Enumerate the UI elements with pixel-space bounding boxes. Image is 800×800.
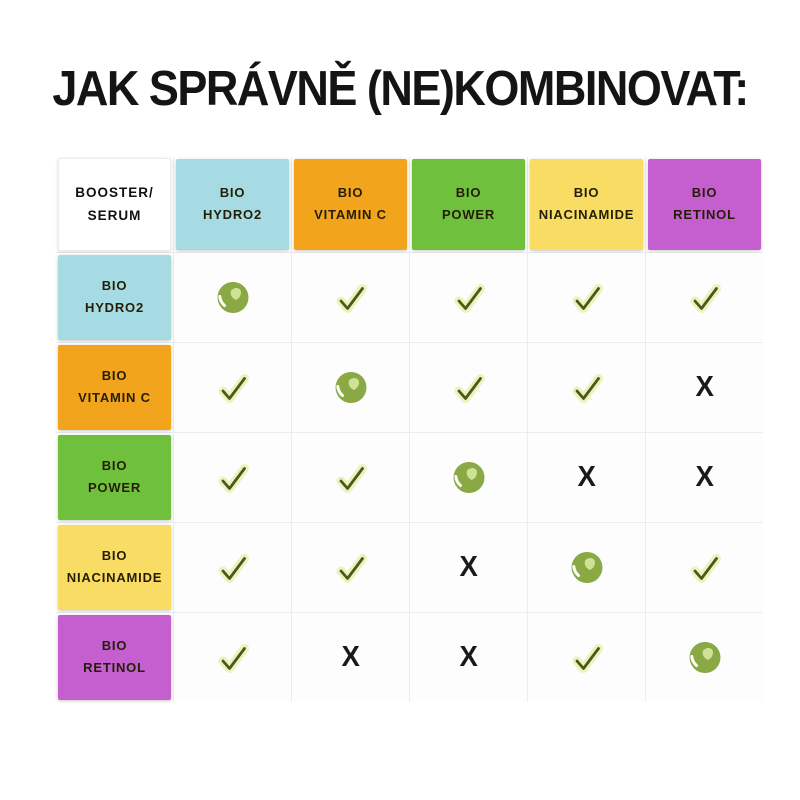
row-header-tile-bio-retinol (58, 615, 171, 700)
row-header-tile-bio-hydro2 (58, 255, 171, 340)
row-header-cell-bio-niacinamide (56, 523, 173, 612)
brand-leaf-logo-icon (331, 368, 371, 408)
col-header-cell-bio-power (410, 157, 527, 252)
col-header-tile-bio-retinol (648, 159, 761, 250)
compatibility-matrix (56, 157, 763, 702)
col-header-tile-bio-power (412, 159, 525, 250)
row-header-label: BIO (101, 548, 128, 564)
cell-bio-niacinamide-x-bio-retinol (646, 523, 763, 612)
check-icon (214, 551, 252, 585)
row-header-cell-bio-hydro2 (56, 253, 173, 342)
cell-bio-niacinamide-x-bio-hydro2 (174, 523, 291, 612)
brand-leaf-logo-icon (567, 548, 607, 588)
row-header-tile-bio-vitamin-c (58, 345, 171, 430)
cell-bio-hydro2-x-bio-niacinamide (528, 253, 645, 342)
col-header-label: RETINOL (673, 207, 736, 222)
cell-bio-vitamin-c-x-bio-power (410, 343, 527, 432)
page-title: JAK SPRÁVNĚ (NE)KOMBINOVAT: (52, 60, 748, 117)
check-icon (568, 371, 606, 405)
check-icon (568, 281, 606, 315)
cell-bio-power-x-bio-niacinamide (528, 433, 645, 522)
row-header-cell-bio-power (56, 433, 173, 522)
cell-bio-niacinamide-x-bio-vitamin-c (292, 523, 409, 612)
cell-bio-retinol-x-bio-niacinamide (528, 613, 645, 702)
cell-bio-hydro2-x-bio-hydro2 (174, 253, 291, 342)
check-icon (686, 551, 724, 585)
cell-bio-retinol-x-bio-hydro2 (174, 613, 291, 702)
row-header-label: BIO (101, 458, 128, 474)
row-header-label: VITAMIN C (78, 390, 151, 405)
col-header-label: BIO (455, 185, 482, 201)
cell-bio-hydro2-x-bio-vitamin-c (292, 253, 409, 342)
check-icon (686, 281, 724, 315)
check-icon (450, 371, 488, 405)
cell-bio-hydro2-x-bio-retinol (646, 253, 763, 342)
col-header-label: POWER (441, 207, 496, 222)
cross-mark: X (695, 461, 714, 493)
corner-header-cell (56, 157, 173, 252)
row-header-tile-bio-niacinamide (58, 525, 171, 610)
corner-header-line1: BOOSTER/ (75, 185, 154, 201)
row-header-label: POWER (87, 480, 142, 495)
cell-bio-retinol-x-bio-retinol (646, 613, 763, 702)
brand-leaf-logo-icon (213, 278, 253, 318)
row-header-label: HYDRO2 (85, 300, 144, 315)
check-icon (214, 641, 252, 675)
cell-bio-vitamin-c-x-bio-niacinamide (528, 343, 645, 432)
col-header-cell-bio-hydro2 (174, 157, 291, 252)
brand-leaf-logo-icon (685, 638, 725, 678)
cell-bio-niacinamide-x-bio-power (410, 523, 527, 612)
row-header-cell-bio-retinol (56, 613, 173, 702)
col-header-label: BIO (691, 185, 718, 201)
check-icon (450, 281, 488, 315)
col-header-label: HYDRO2 (203, 207, 262, 222)
cell-bio-vitamin-c-x-bio-hydro2 (174, 343, 291, 432)
col-header-cell-bio-niacinamide (528, 157, 645, 252)
cell-bio-hydro2-x-bio-power (410, 253, 527, 342)
col-header-label: BIO (219, 185, 246, 201)
col-header-label: BIO (573, 185, 600, 201)
check-icon (332, 551, 370, 585)
row-header-tile-bio-power (58, 435, 171, 520)
row-header-label: BIO (101, 638, 128, 654)
cell-bio-niacinamide-x-bio-niacinamide (528, 523, 645, 612)
col-header-label: VITAMIN C (314, 207, 387, 222)
row-header-cell-bio-vitamin-c (56, 343, 173, 432)
cell-bio-power-x-bio-vitamin-c (292, 433, 409, 522)
cross-mark: X (459, 551, 478, 583)
col-header-label: BIO (337, 185, 364, 201)
col-header-tile-bio-vitamin-c (294, 159, 407, 250)
corner-header-line2: SERUM (87, 208, 142, 223)
col-header-tile-bio-hydro2 (176, 159, 289, 250)
check-icon (568, 641, 606, 675)
col-header-tile-bio-niacinamide (530, 159, 643, 250)
col-header-cell-bio-retinol (646, 157, 763, 252)
row-header-label: BIO (101, 368, 128, 384)
row-header-label: NIACINAMIDE (66, 570, 163, 585)
cell-bio-retinol-x-bio-vitamin-c (292, 613, 409, 702)
row-header-label: RETINOL (83, 660, 146, 675)
cross-mark: X (577, 461, 596, 493)
check-icon (214, 461, 252, 495)
col-header-label: NIACINAMIDE (538, 207, 635, 222)
check-icon (332, 461, 370, 495)
cell-bio-vitamin-c-x-bio-vitamin-c (292, 343, 409, 432)
cell-bio-vitamin-c-x-bio-retinol (646, 343, 763, 432)
brand-leaf-logo-icon (449, 458, 489, 498)
col-header-cell-bio-vitamin-c (292, 157, 409, 252)
corner-header-tile (58, 158, 171, 251)
cell-bio-power-x-bio-power (410, 433, 527, 522)
cross-mark: X (341, 641, 360, 673)
cross-mark: X (695, 371, 714, 403)
check-icon (214, 371, 252, 405)
cell-bio-power-x-bio-retinol (646, 433, 763, 522)
cell-bio-power-x-bio-hydro2 (174, 433, 291, 522)
row-header-label: BIO (101, 278, 128, 294)
cross-mark: X (459, 641, 478, 673)
cell-bio-retinol-x-bio-power (410, 613, 527, 702)
check-icon (332, 281, 370, 315)
